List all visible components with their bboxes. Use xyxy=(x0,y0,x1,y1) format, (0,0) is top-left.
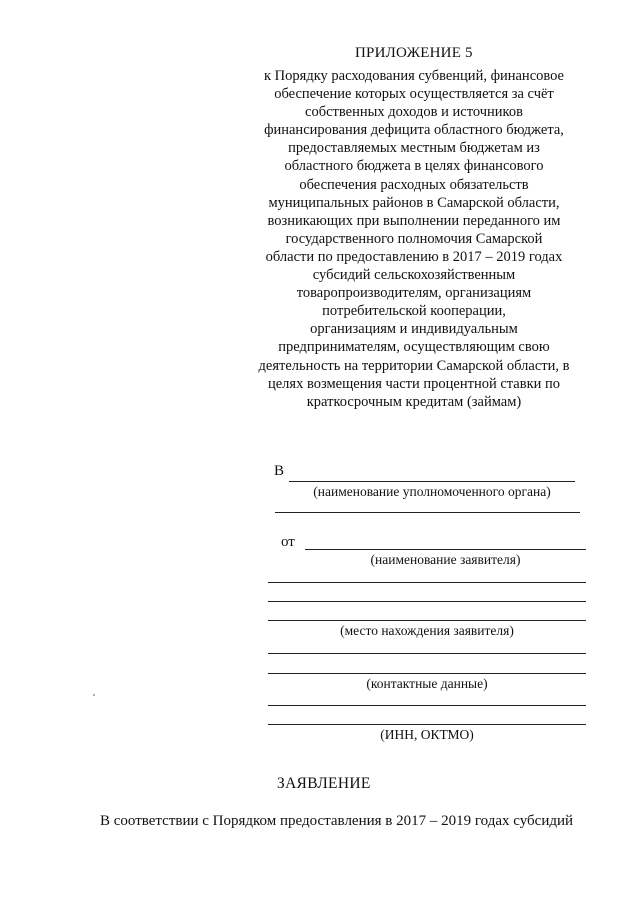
appendix-line: субсидий сельскохозяйственным xyxy=(312,267,516,284)
contact-line-2[interactable] xyxy=(268,673,586,674)
from-label: от xyxy=(281,534,295,550)
appendix-line: к Порядку расходования субвенций, финансовое xyxy=(264,68,564,84)
recipient-name-line[interactable] xyxy=(289,481,575,482)
to-label: В xyxy=(274,463,285,479)
appendix-line: области по предоставлению в 2017 – 2019 годах xyxy=(265,248,563,265)
applicant-name-line[interactable] xyxy=(305,549,586,550)
appendix-line: собственных доходов и источников xyxy=(305,104,523,121)
appendix-text xyxy=(248,67,580,411)
appendix-line: финансирования дефицита областного бюджета, xyxy=(264,122,564,139)
appendix-line: возникающих при выполнении переданного им xyxy=(267,212,561,229)
applicant-location-line-3[interactable] xyxy=(268,620,586,621)
appendix-line: деятельность на территории Самарской области, в xyxy=(258,357,570,374)
appendix-line: обеспечение которых осуществляется за счёт xyxy=(274,86,554,103)
appendix-line: краткосрочным кредитам (займам) xyxy=(306,393,522,410)
appendix-title: ПРИЛОЖЕНИЕ 5 xyxy=(355,45,473,61)
statement-title: ЗАЯВЛЕНИЕ xyxy=(277,775,371,792)
contact-caption: (контактные данные) xyxy=(366,676,488,691)
recipient-caption: (наименование уполномоченного органа) xyxy=(313,484,551,499)
applicant-location-line-1[interactable] xyxy=(268,582,586,583)
appendix-line: товаропроизводителям, организациям xyxy=(296,285,532,302)
inn-line-1[interactable] xyxy=(268,705,586,706)
appendix-line: организациям и индивидуальным xyxy=(310,321,518,338)
inn-line-2[interactable] xyxy=(268,724,586,725)
appendix-line: потребительской кооперации, xyxy=(322,303,506,320)
location-caption: (место нахождения заявителя) xyxy=(340,623,514,638)
contact-line-1[interactable] xyxy=(268,653,586,654)
appendix-line: предоставляемых местным бюджетам из xyxy=(288,140,540,157)
appendix-line: обеспечения расходных обязательств xyxy=(299,176,529,193)
appendix-line: государственного полномочия Самарской xyxy=(285,230,543,247)
recipient-name-line-2[interactable] xyxy=(275,512,580,513)
statement-first-line: В соответствии с Порядком предоставления в 2017 – 2019 годах субсидий xyxy=(100,813,574,829)
appendix-line: целях возмещения части процентной ставки по xyxy=(267,375,561,392)
applicant-caption: (наименование заявителя) xyxy=(370,552,521,567)
scan-speck xyxy=(93,694,95,696)
inn-caption: (ИНН, ОКТМО) xyxy=(380,727,474,742)
appendix-line: предпринимателям, осуществляющим свою xyxy=(278,339,550,356)
applicant-location-line-2[interactable] xyxy=(268,601,586,602)
appendix-line: муниципальных районов в Самарской области, xyxy=(268,194,560,211)
appendix-line: областного бюджета в целях финансового xyxy=(284,158,544,175)
